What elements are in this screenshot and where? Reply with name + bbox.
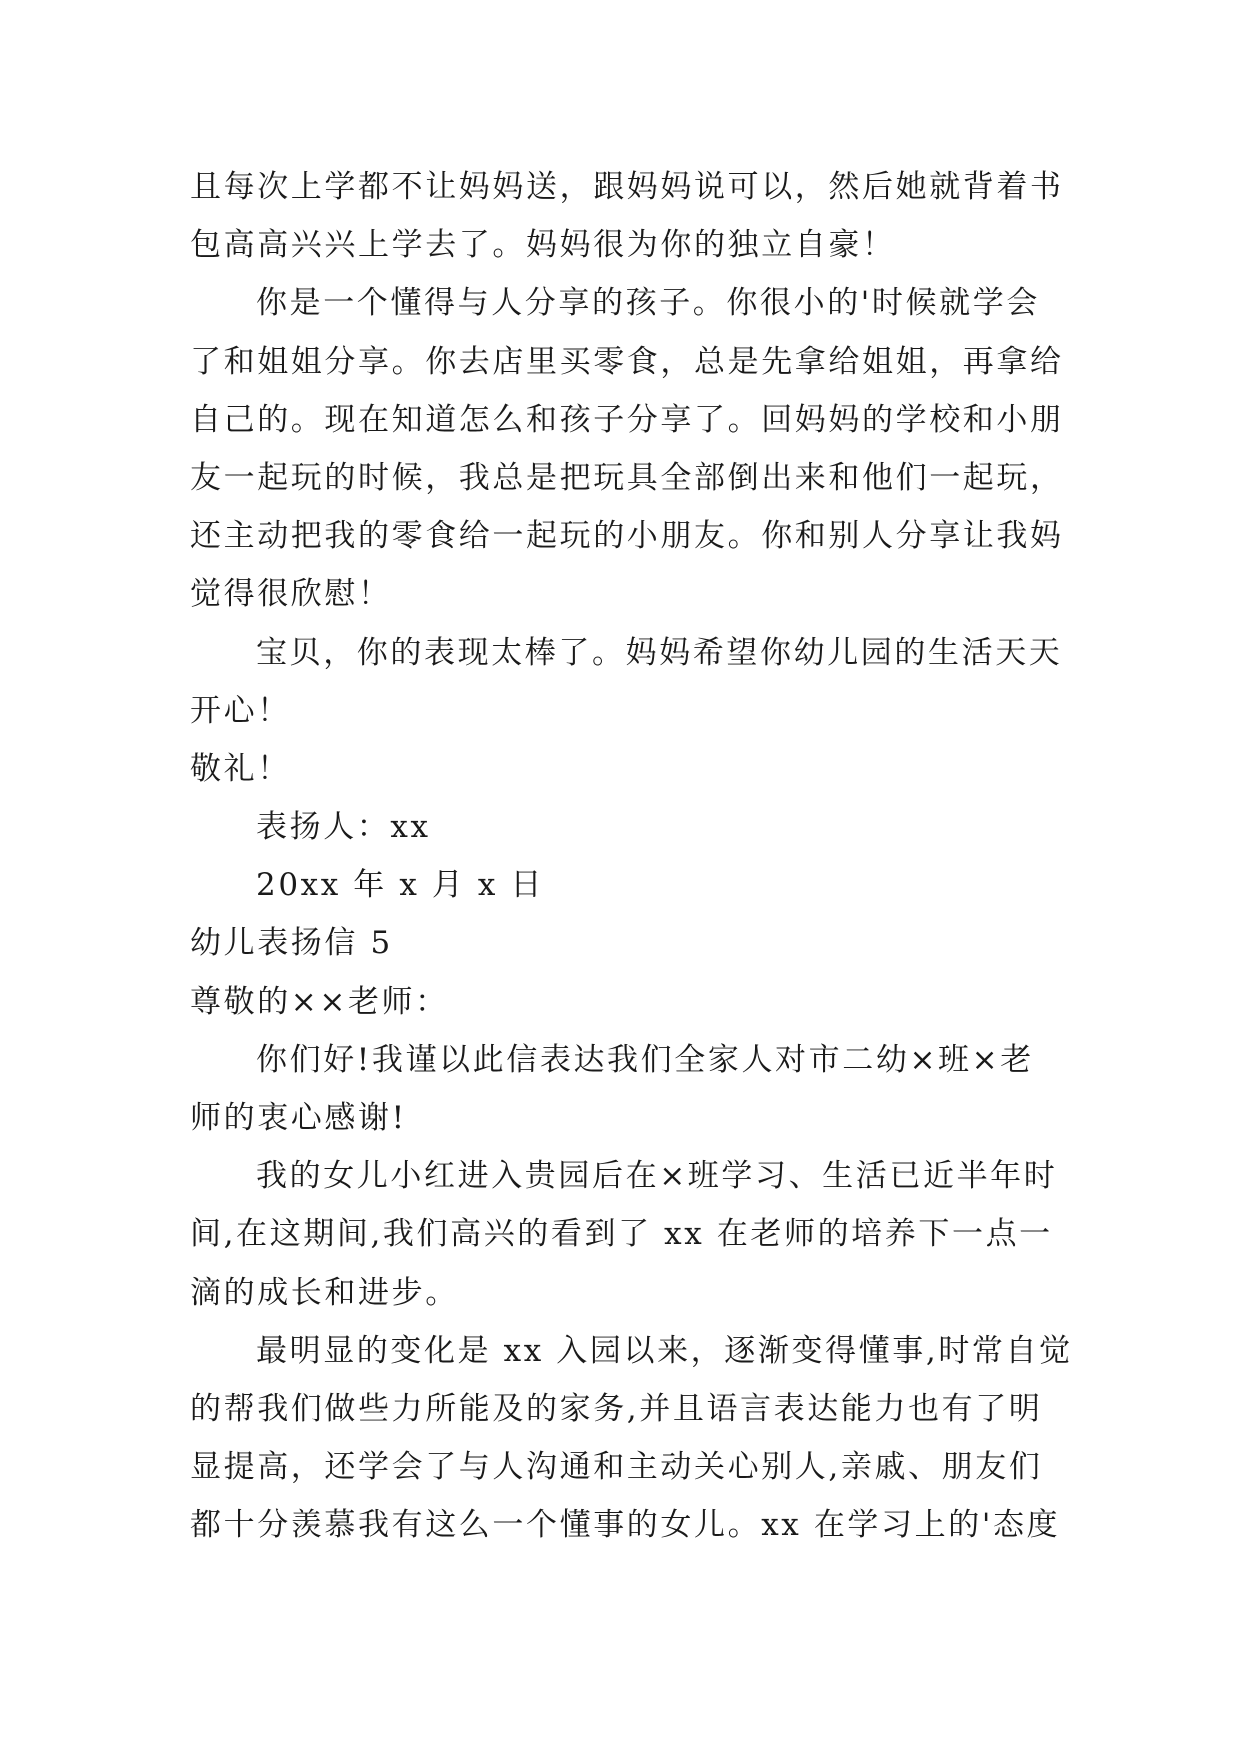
text-line: 还主动把我的零食给一起玩的小朋友。你和别人分享让我妈 [190, 518, 1064, 555]
salutation-line: 敬礼！ [190, 750, 291, 787]
text-line: 师的衷心感谢! [190, 1100, 407, 1136]
text-line: 你们好!我谨以此信表达我们全家人对市二幼×班×老 [256, 1041, 1034, 1078]
greeting-line: 尊敬的××老师： [190, 983, 449, 1020]
text-line: 且每次上学都不让妈妈送，跟妈妈说可以，然后她就背着书 [190, 169, 1064, 205]
document-body [190, 158, 1073, 1555]
text-line: 间,在这期间,我们高兴的看到了 xx 在老师的培养下一点一 [190, 1216, 1053, 1253]
text-line: 我的女儿小红进入贵园后在×班学习、生活已近半年时 [256, 1158, 1058, 1195]
section-heading: 幼儿表扬信 5 [190, 925, 393, 962]
text-line: 开心！ [190, 692, 291, 729]
signature-line: 表扬人：xx [256, 809, 431, 846]
text-line: 觉得很欣慰！ [190, 576, 392, 613]
text-line: 都十分羡慕我有这么一个懂事的女儿。xx 在学习上的'态度 [190, 1507, 1061, 1544]
text-line: 滴的成长和进步。 [190, 1274, 459, 1311]
text-line: 显提高，还学会了与人沟通和主动关心别人,亲戚、朋友们 [190, 1449, 1043, 1486]
text-line: 友一起玩的时候，我总是把玩具全部倒出来和他们一起玩， [190, 459, 1064, 496]
date-line: 20xx 年 x 月 x 日 [256, 867, 545, 904]
text-line: 自己的。现在知道怎么和孩子分享了。回妈妈的学校和小朋 [190, 401, 1064, 438]
text-line: 的帮我们做些力所能及的家务,并且语言表达能力也有了明 [190, 1390, 1043, 1427]
text-line: 宝贝，你的表现太棒了。妈妈希望你幼儿园的生活天天 [256, 634, 1063, 671]
text-line: 了和姐姐分享。你去店里买零食，总是先拿给姐姐，再拿给 [190, 343, 1064, 380]
text-line: 包高高兴兴上学去了。妈妈很为你的独立自豪！ [190, 227, 896, 264]
text-line: 最明显的变化是 xx 入园以来，逐渐变得懂事,时常自觉 [256, 1332, 1073, 1369]
text-line: 你是一个懂得与人分享的孩子。你很小的'时候就学会 [256, 285, 1040, 322]
